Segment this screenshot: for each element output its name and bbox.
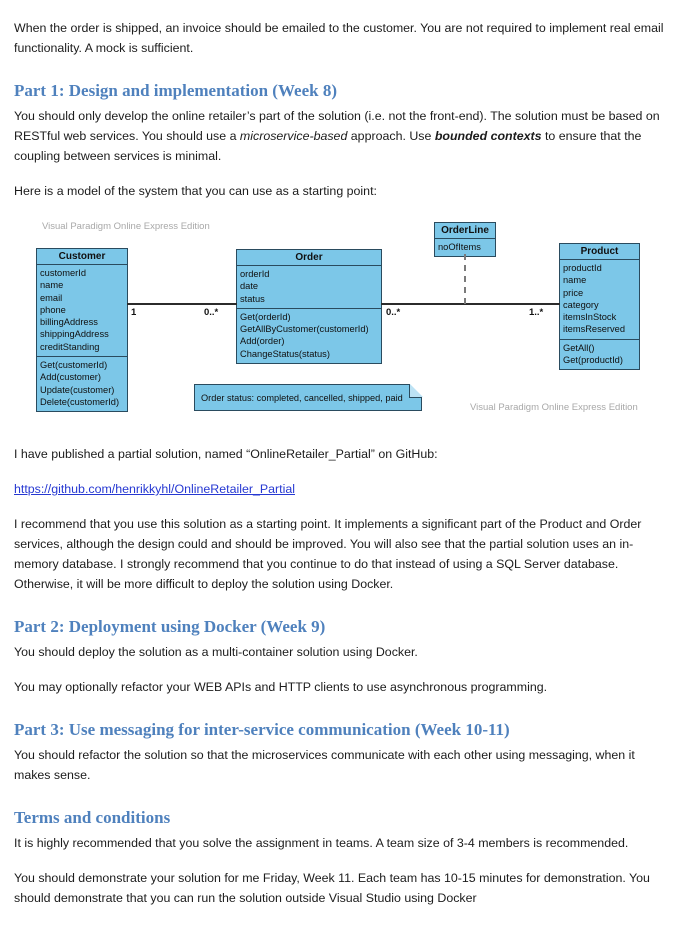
part2-paragraph-2: You may optionally refactor your WEB APIs and HTTP clients to use asynchronous programming. xyxy=(14,680,548,694)
class-attribute: email xyxy=(40,292,63,303)
watermark-bottom: Visual Paradigm Online Express Edition xyxy=(470,402,638,413)
part2-paragraph-1: You should deploy the solution as a multi-container solution using Docker. xyxy=(14,645,418,659)
class-operation: Get(customerId) xyxy=(40,360,108,371)
text-segment: approach. Use xyxy=(347,129,435,143)
class-attributes-customer xyxy=(37,265,127,356)
terms-heading: Terms and conditions xyxy=(14,808,171,827)
class-attributes-product xyxy=(560,260,639,339)
class-attribute: productId xyxy=(563,263,602,273)
class-title-customer: Customer xyxy=(37,249,127,265)
class-box-order xyxy=(236,249,382,364)
class-operation: GetAllByCustomer(customerId) xyxy=(240,324,369,335)
text-segment: to ensure that the coupling between services is minimal. xyxy=(14,129,642,163)
class-attribute: name xyxy=(563,275,587,286)
uml-class-diagram xyxy=(14,219,666,419)
part3-paragraph-1: You should refactor the solution so that the microservices communicate with each other using messaging, when it makes sense. xyxy=(14,748,635,782)
class-operation: Get(productId) xyxy=(563,355,623,366)
class-attribute: itemsReserved xyxy=(563,324,626,335)
text-segment: bounded contexts xyxy=(434,129,542,143)
part2-heading: Part 2: Deployment using Docker (Week 9) xyxy=(14,617,326,636)
class-attribute: noOfItems xyxy=(438,242,481,252)
class-attribute: billingAddress xyxy=(40,317,98,328)
class-title-order: Order xyxy=(237,250,381,266)
class-attributes-order xyxy=(237,266,381,308)
class-attribute: customerId xyxy=(40,268,86,278)
terms-paragraph-1: It is highly recommended that you solve the assignment in teams. A team size of 3-4 members is recommended. xyxy=(14,836,629,850)
class-operation: GetAll() xyxy=(563,342,595,353)
class-box-orderline xyxy=(434,222,496,257)
class-operation: Add(order) xyxy=(240,336,285,347)
order-status-note xyxy=(194,384,422,411)
multiplicity-product-side: 1..* xyxy=(529,307,544,318)
class-attribute: orderId xyxy=(240,269,270,279)
class-attribute: price xyxy=(563,287,584,298)
class-operations-customer xyxy=(37,356,127,411)
class-operation: Add(customer) xyxy=(40,372,101,383)
github-link[interactable]: https://github.com/henrikkyhl/OnlineRetailer_Partial xyxy=(14,482,295,496)
class-operations-order xyxy=(237,308,381,363)
class-box-customer xyxy=(36,248,128,412)
class-attribute: creditStanding xyxy=(40,341,100,352)
class-operation: ChangeStatus(status) xyxy=(240,348,330,359)
class-title-product: Product xyxy=(560,244,639,260)
class-operation: Update(customer) xyxy=(40,384,115,395)
class-box-product xyxy=(559,243,640,370)
text-segment: microservice-based xyxy=(239,129,348,143)
class-attribute: category xyxy=(563,299,599,310)
multiplicity-customer-side: 1 xyxy=(131,307,137,318)
multiplicity-order-side-right: 0..* xyxy=(386,307,401,318)
part3-heading: Part 3: Use messaging for inter-service communication (Week 10-11) xyxy=(14,720,510,739)
class-attribute: shippingAddress xyxy=(40,329,109,340)
class-attribute: date xyxy=(240,281,259,292)
class-attribute: name xyxy=(40,280,64,291)
model-intro-paragraph: Here is a model of the system that you can use as a starting point: xyxy=(14,184,377,198)
orderline-anchor-dashed-line xyxy=(464,254,466,304)
class-operations-product xyxy=(560,339,639,370)
multiplicity-order-side-left: 0..* xyxy=(204,307,219,318)
class-operation: Get(orderId) xyxy=(240,311,291,322)
class-operation: Delete(customerId) xyxy=(40,396,120,407)
class-attribute: phone xyxy=(40,304,66,315)
watermark-top: Visual Paradigm Online Express Edition xyxy=(42,221,210,232)
class-title-orderline: OrderLine xyxy=(435,223,495,239)
class-attribute: status xyxy=(240,293,265,304)
part1-heading: Part 1: Design and implementation (Week 8) xyxy=(14,81,337,100)
terms-paragraph-2: You should demonstrate your solution for me Friday, Week 11. Each team has 10-15 minutes for demonstration. You should demonstrate that you can run the solution outside Visual Studio using Docker xyxy=(14,871,650,905)
intro-paragraph: When the order is shipped, an invoice should be emailed to the customer. You are not required to implement real email functionality. A mock is sufficient. xyxy=(14,21,664,55)
link-paragraph xyxy=(14,479,666,499)
text-segment: You should only develop the online retailer’s part of the solution (i.e. not the front-end). The solution must be based on RESTful web services. You should use a xyxy=(14,109,660,143)
published-paragraph: I have published a partial solution, named “OnlineRetailer_Partial” on GitHub: xyxy=(14,447,438,461)
recommend-paragraph: I recommend that you use this solution as a starting point. It implements a significant part of the Product and Order services, although the design could and should be improved. You will also see that the partial solution uses an in-memory database. I strongly recommend that you continue to do that instead of using a SQL Server database. Otherwise, it will be more difficult to deploy the solution using Docker. xyxy=(14,517,642,591)
note-text: Order status: completed, cancelled, shipped, paid xyxy=(201,392,403,403)
association-customer-order xyxy=(127,303,237,305)
association-order-product xyxy=(381,303,560,305)
part1-paragraph xyxy=(14,106,666,166)
note-fold-corner-icon xyxy=(410,384,423,397)
class-attribute: itemsInStock xyxy=(563,312,617,323)
